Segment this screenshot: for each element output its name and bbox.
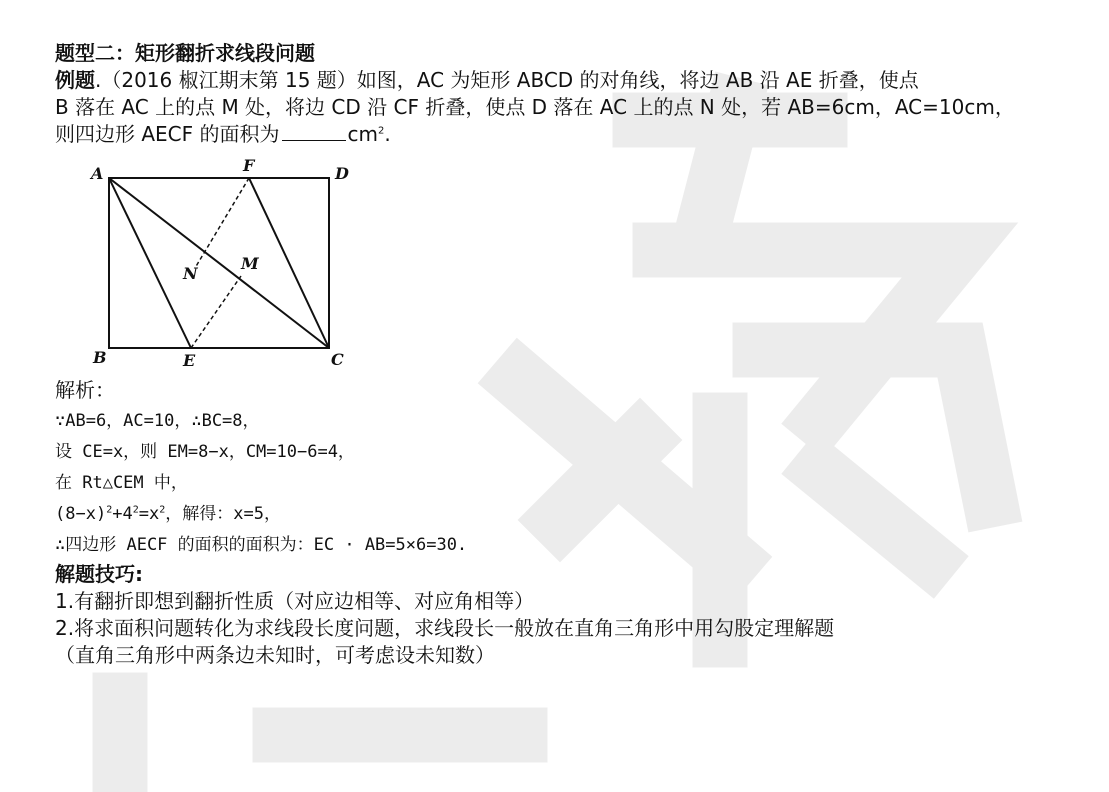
tip-3: （直角三角形中两条边未知时，可考虑设未知数）: [55, 643, 495, 667]
fold-line-cf: [249, 178, 329, 348]
label-m: M: [241, 254, 259, 273]
analysis-line-4: [55, 499, 1085, 530]
example-text-1: .（2016 椒江期末第 15 题）如图，AC 为矩形 ABCD 的对角线，将边 AB 沿 AE 折叠，使点: [95, 68, 919, 92]
label-b: B: [93, 348, 107, 367]
example-line-1: [55, 67, 1085, 94]
eq-part-4: ，解得：x=5，: [165, 504, 281, 524]
label-a: A: [91, 164, 104, 183]
label-e: E: [183, 351, 196, 370]
unit-exponent: 2: [378, 125, 385, 137]
example-line-3: [55, 121, 1085, 148]
fold-line-ae: [109, 178, 191, 348]
analysis-line-3: 在 Rt△CEM 中，: [55, 473, 188, 493]
document-body: [55, 40, 1085, 669]
analysis-line-5: ∴四边形 AECF 的面积的面积为：EC · AB=5×6=30.: [55, 535, 468, 555]
example-label: 例题: [55, 68, 95, 92]
geometry-figure: [73, 156, 353, 371]
example-text-3: 则四边形 AECF 的面积为: [55, 122, 280, 146]
tip-2: 2.将求面积问题转化为求线段长度问题，求线段长一般放在直角三角形中用勾股定理解题: [55, 616, 835, 640]
unit-end: .: [384, 122, 391, 146]
analysis-line-1: ∵AB=6，AC=10，∴BC=8，: [55, 411, 260, 431]
diagonal-ac: [109, 178, 329, 348]
analysis-section: [55, 375, 1085, 561]
section-heading: 题型二：矩形翻折求线段问题: [55, 41, 315, 65]
eq-part-1: (8−x): [55, 504, 107, 524]
answer-blank: [282, 124, 346, 141]
label-n: N: [183, 264, 198, 283]
rectangle-fold-diagram: [73, 156, 353, 371]
analysis-line-2: 设 CE=x，则 EM=8−x，CM=10−6=4，: [55, 442, 355, 462]
example-line-2: B 落在 AC 上的点 M 处，将边 CD 沿 CF 折叠，使点 D 落在 AC 上的点 N 处，若 AB=6cm，AC=10cm，: [55, 95, 1015, 119]
unit: cm: [347, 122, 378, 146]
tips-title: 解题技巧:: [55, 562, 143, 586]
eq-part-2: +4: [112, 504, 133, 524]
dashed-em: [191, 276, 241, 348]
eq-exp-2: 2: [132, 504, 139, 516]
eq-part-3: =x: [138, 504, 160, 524]
tip-1: 1.有翻折即想到翻折性质（对应边相等、对应角相等）: [55, 589, 535, 613]
label-f: F: [243, 156, 255, 175]
tips-section: [55, 561, 1085, 669]
eq-exp-1: 2: [106, 504, 113, 516]
label-d: D: [335, 164, 349, 183]
label-c: C: [331, 350, 344, 369]
eq-exp-3: 2: [159, 504, 166, 516]
analysis-title: 解析：: [55, 378, 115, 402]
